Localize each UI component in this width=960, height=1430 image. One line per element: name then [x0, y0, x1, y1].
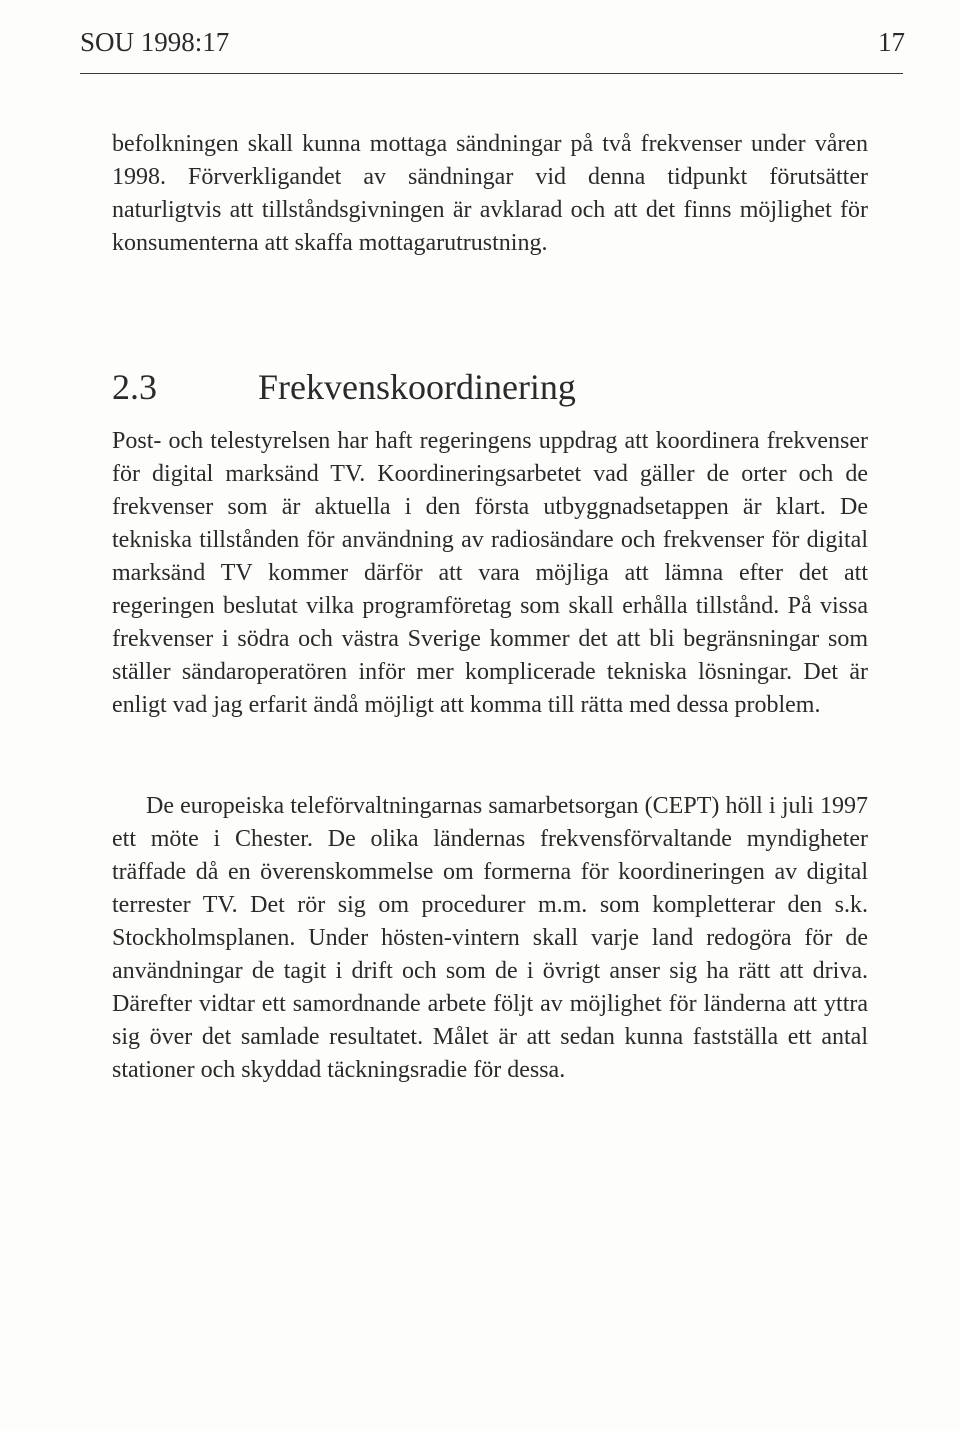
header-divider	[80, 73, 903, 74]
section-title: Frekvenskoordinering	[258, 367, 576, 407]
running-header	[80, 22, 905, 62]
document-reference: SOU 1998:17	[80, 27, 230, 57]
page-number: 17	[878, 27, 905, 57]
section-heading	[112, 362, 868, 412]
body-paragraph: befolkningen skall kunna mottaga sändningar på två frekvenser under våren 1998. Förverkligandet av sändningar vid denna tidpunkt förutsätter naturligtvis att tillståndsgivningen är avklarad och att det finns möjlighet för konsumenterna att skaffa mottagarutrustning.	[112, 131, 868, 256]
body-paragraph: Post- och telestyrelsen har haft regeringens uppdrag att koordinera frekvenser för digital marksänd TV. Koordineringsarbetet vad gäller de orter och de frekvenser som är aktuella i den första utbyggnadsetappen är klart. De tekniska tillstånden för användning av radiosändare och frekvenser för digital marksänd TV kommer därför att vara möjliga att lämna efter det att regeringen beslutat vilka programföretag som skall erhålla tillstånd. På vissa frekvenser i södra och västra Sverige kommer det att bli begränsningar som ställer sändaroperatören inför mer komplicerade tekniska lösningar. Det är enligt vad jag erfarit ändå möjligt att komma till rätta med dessa problem.	[112, 428, 868, 718]
section-number: 2.3	[112, 367, 157, 407]
body-paragraph: De europeiska teleförvaltningarnas samarbetsorgan (CEPT) höll i juli 1997 ett möte i Chester. De olika ländernas frekvensförvaltande myndigheter träffade då en överenskommelse om formerna för koordineringen av digital terrester TV. Det rör sig om procedurer m.m. som kompletterar den s.k. Stockholmsplanen. Under hösten-vintern skall varje land redogöra för de användningar de tagit i drift och som de i övrigt anser sig ha rätt att driva. Därefter vidtar ett samordnande arbete följt av möjlighet för länderna att yttra sig över det samlade resultatet. Målet är att sedan kunna fastställa ett antal stationer och skyddad täckningsradie för dessa.	[112, 793, 868, 1083]
